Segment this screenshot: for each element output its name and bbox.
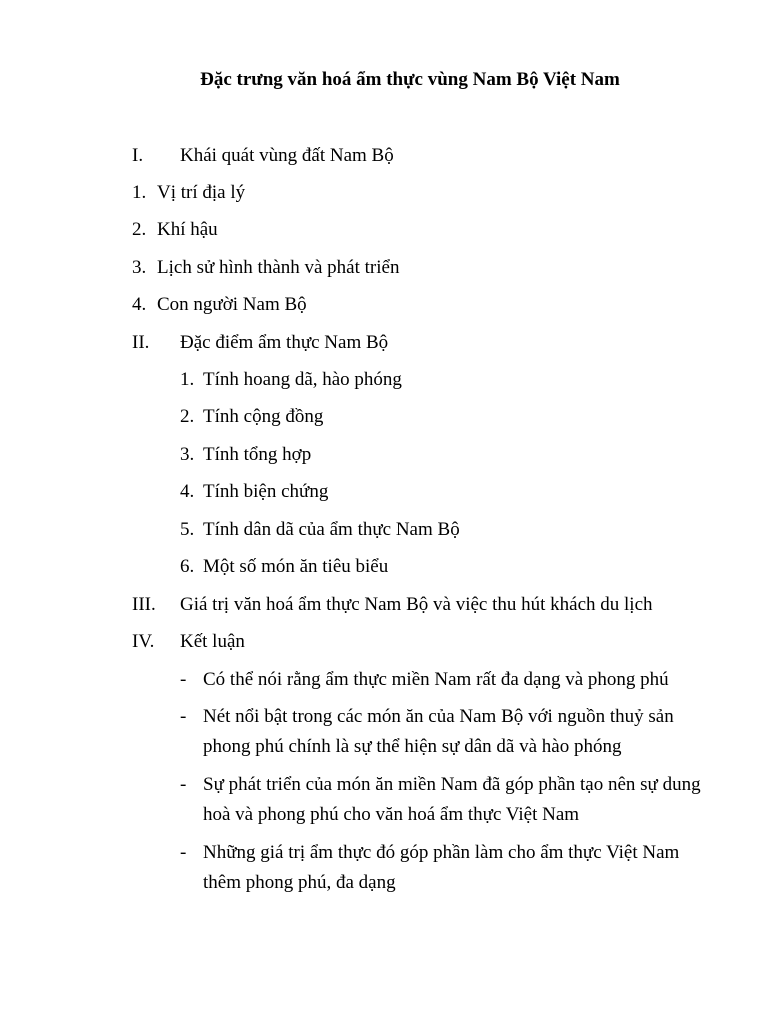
list-item: Tính dân dã của ẩm thực Nam Bộ xyxy=(203,519,460,540)
list-item-marker: 2. xyxy=(132,219,147,240)
bullet-item: Sự phát triển của món ăn miền Nam đã góp phần tạo nên sự dung hoà và phong phú cho văn hoá ẩm thực Việt Nam xyxy=(203,774,701,825)
section-heading: Khái quát vùng đất Nam Bộ xyxy=(180,145,394,166)
list-item: Tính hoang dã, hào phóng xyxy=(203,369,402,390)
list-item: Lịch sử hình thành và phát triển xyxy=(157,257,400,278)
bullet-item: Những giá trị ẩm thực đó góp phần làm cho ẩm thực Việt Nam thêm phong phú, đa dạng xyxy=(203,842,680,893)
list-item-marker: 1. xyxy=(180,369,195,390)
list-item-marker: 1. xyxy=(132,182,147,203)
page-title: Đặc trưng văn hoá ẩm thực vùng Nam Bộ Việt Nam xyxy=(200,69,620,90)
list-item-marker: 4. xyxy=(180,481,195,502)
section-marker: III. xyxy=(132,594,156,615)
list-item: Vị trí địa lý xyxy=(157,182,246,203)
list-item-marker: 2. xyxy=(180,406,195,427)
section-marker: IV. xyxy=(132,631,155,652)
list-item: Một số món ăn tiêu biểu xyxy=(203,556,389,577)
list-item-marker: 3. xyxy=(180,444,195,465)
section-heading: Kết luận xyxy=(180,631,245,652)
bullet-dash: - xyxy=(180,669,187,690)
bullet-item: Có thể nói rằng ẩm thực miền Nam rất đa dạng và phong phú xyxy=(203,669,669,690)
list-item-marker: 6. xyxy=(180,556,195,577)
list-item: Tính tổng hợp xyxy=(203,444,312,465)
section-marker: I. xyxy=(132,145,144,166)
bullet-dash: - xyxy=(180,842,187,863)
section-heading: Giá trị văn hoá ẩm thực Nam Bộ và việc thu hút khách du lịch xyxy=(180,594,653,615)
bullet-item: Nét nổi bật trong các món ăn của Nam Bộ với nguồn thuỷ sản phong phú chính là sự thể hiện sự dân dã và hào phóng xyxy=(203,706,674,757)
list-item: Tính biện chứng xyxy=(203,481,329,502)
list-item-marker: 4. xyxy=(132,294,147,315)
list-item-marker: 3. xyxy=(132,257,147,278)
section-heading: Đặc điểm ẩm thực Nam Bộ xyxy=(180,332,389,353)
list-item: Khí hậu xyxy=(157,219,218,240)
bullet-dash: - xyxy=(180,706,187,727)
section-marker: II. xyxy=(132,332,150,353)
list-item: Con người Nam Bộ xyxy=(157,294,307,315)
bullet-dash: - xyxy=(180,774,187,795)
list-item: Tính cộng đồng xyxy=(203,406,324,427)
list-item-marker: 5. xyxy=(180,519,195,540)
